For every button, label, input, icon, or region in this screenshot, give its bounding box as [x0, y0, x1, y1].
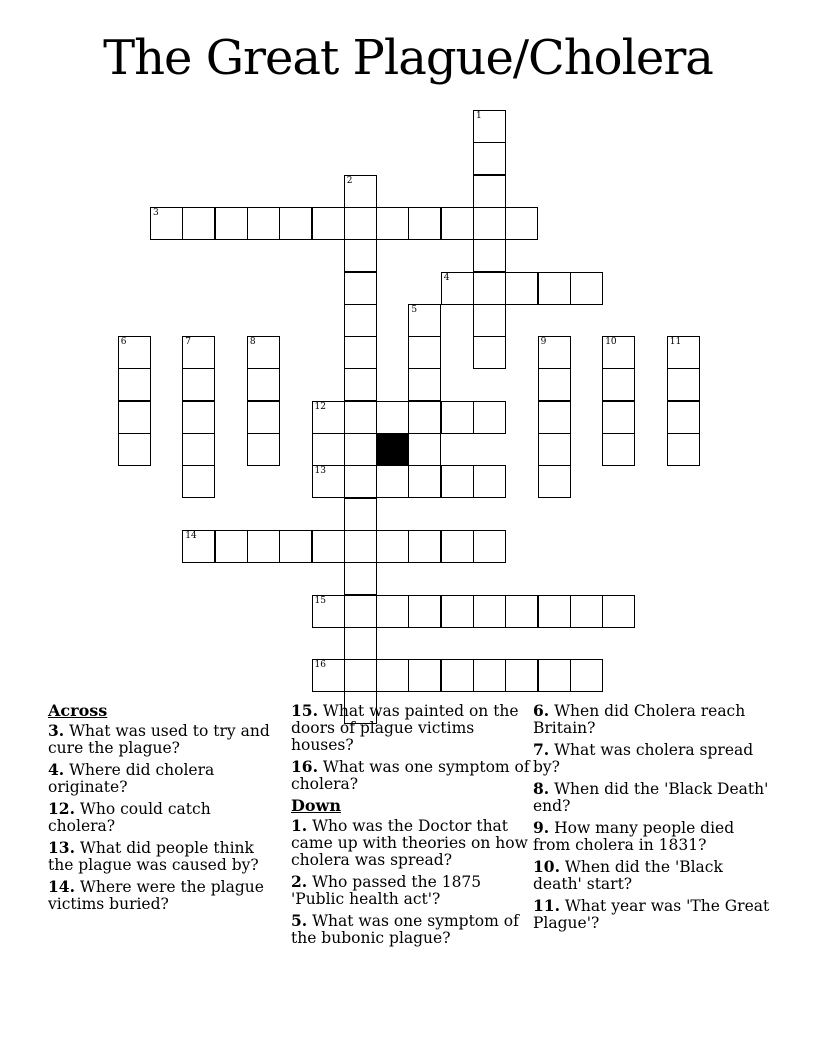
- grid-cell[interactable]: [279, 207, 312, 240]
- grid-cell[interactable]: [570, 659, 603, 692]
- grid-cell[interactable]: [312, 595, 345, 628]
- grid-cell[interactable]: [247, 530, 280, 563]
- grid-cell[interactable]: [376, 595, 409, 628]
- grid-cell[interactable]: [602, 336, 635, 369]
- clue-number: 7: [185, 337, 192, 348]
- grid-cell[interactable]: [247, 368, 280, 401]
- clue-across-14: 14. Where were the plague victims buried?: [48, 877, 264, 913]
- grid-cell[interactable]: [376, 207, 409, 240]
- grid-cell[interactable]: [473, 239, 506, 272]
- grid-block: [376, 433, 409, 466]
- clue-across-16: 16. What was one symptom of cholera?: [291, 757, 530, 793]
- grid-cell[interactable]: [344, 627, 377, 660]
- grid-cell[interactable]: [473, 465, 506, 498]
- grid-cell[interactable]: [344, 465, 377, 498]
- grid-cell[interactable]: [441, 530, 474, 563]
- grid-cell[interactable]: [667, 401, 700, 434]
- grid-cell[interactable]: [344, 595, 377, 628]
- clue-number: 4: [443, 272, 450, 283]
- grid-cell[interactable]: [441, 401, 474, 434]
- grid-cell[interactable]: [344, 659, 377, 692]
- grid-cell[interactable]: [118, 368, 151, 401]
- grid-cell[interactable]: [344, 336, 377, 369]
- grid-cell[interactable]: [182, 530, 215, 563]
- clue-number: 12: [314, 401, 326, 412]
- grid-cell[interactable]: [505, 272, 538, 305]
- grid-cell[interactable]: [376, 659, 409, 692]
- grid-cell[interactable]: [247, 433, 280, 466]
- clue-down-7: 7. What was cholera spread by?: [533, 740, 754, 776]
- clue-number: 16: [314, 660, 326, 671]
- clue-number: 9: [540, 337, 547, 348]
- grid-cell[interactable]: [441, 207, 474, 240]
- grid-cell[interactable]: [344, 498, 377, 531]
- grid-cell[interactable]: [570, 595, 603, 628]
- grid-cell[interactable]: [376, 401, 409, 434]
- clue-down-11: 11. What year was 'The Great Plague'?: [533, 896, 770, 932]
- grid-cell[interactable]: [602, 401, 635, 434]
- grid-cell[interactable]: [473, 530, 506, 563]
- grid-cell[interactable]: [538, 368, 571, 401]
- grid-cell[interactable]: [247, 336, 280, 369]
- grid-cell[interactable]: [505, 595, 538, 628]
- grid-cell[interactable]: [602, 433, 635, 466]
- grid-cell[interactable]: [279, 530, 312, 563]
- grid-cell[interactable]: [408, 207, 441, 240]
- grid-cell[interactable]: [344, 272, 377, 305]
- grid-cell[interactable]: [473, 175, 506, 208]
- grid-cell[interactable]: [505, 207, 538, 240]
- grid-cell[interactable]: [215, 530, 248, 563]
- grid-cell[interactable]: [247, 401, 280, 434]
- grid-cell[interactable]: [408, 368, 441, 401]
- grid-cell[interactable]: [182, 336, 215, 369]
- grid-cell[interactable]: [312, 207, 345, 240]
- grid-cell[interactable]: [215, 207, 248, 240]
- grid-cell[interactable]: [473, 142, 506, 175]
- clue-number: 1: [476, 111, 482, 121]
- grid-cell[interactable]: [344, 175, 377, 208]
- grid-cell[interactable]: [667, 336, 700, 369]
- clue-number: 2: [346, 175, 353, 186]
- clue-across-12: 12. Who could catch cholera?: [48, 799, 211, 835]
- grid-cell[interactable]: [182, 433, 215, 466]
- clue-number: 6: [120, 337, 127, 348]
- grid-cell[interactable]: [408, 530, 441, 563]
- clue-down-2: 2. Who passed the 1875 'Public health act'?: [291, 872, 482, 908]
- grid-cell[interactable]: [667, 433, 700, 466]
- grid-cell[interactable]: [182, 465, 215, 498]
- clue-across-4: 4. Where did cholera originate?: [48, 760, 215, 796]
- grid-cell[interactable]: [344, 530, 377, 563]
- grid-cell[interactable]: [538, 465, 571, 498]
- clue-number: 13: [314, 466, 326, 477]
- grid-cell[interactable]: [182, 401, 215, 434]
- grid-cell[interactable]: [538, 336, 571, 369]
- grid-cell[interactable]: [344, 401, 377, 434]
- grid-cell[interactable]: [473, 272, 506, 305]
- clue-number: 3: [153, 207, 159, 218]
- grid-cell[interactable]: [473, 304, 506, 337]
- grid-cell[interactable]: [408, 465, 441, 498]
- clues-column-1: [48, 702, 278, 917]
- clues-column-3: [533, 702, 773, 936]
- grid-cell[interactable]: [344, 433, 377, 466]
- grid-cell[interactable]: [408, 304, 441, 337]
- grid-cell[interactable]: [538, 401, 571, 434]
- clue-down-10: 10. When did the 'Black death' start?: [533, 857, 723, 893]
- grid-cell[interactable]: [570, 272, 603, 305]
- clue-down-8: 8. When did the 'Black Death' end?: [533, 779, 769, 815]
- grid-cell[interactable]: [441, 659, 474, 692]
- grid-cell[interactable]: [667, 368, 700, 401]
- grid-cell[interactable]: [182, 368, 215, 401]
- grid-cell[interactable]: [344, 207, 377, 240]
- grid-cell[interactable]: [344, 239, 377, 272]
- clue-number: 5: [411, 304, 418, 315]
- grid-cell[interactable]: [505, 659, 538, 692]
- grid-cell[interactable]: [408, 659, 441, 692]
- grid-cell[interactable]: [538, 272, 571, 305]
- clue-down-9: 9. How many people died from cholera in 1831?: [533, 818, 735, 854]
- grid-cell[interactable]: [538, 659, 571, 692]
- grid-cell[interactable]: [602, 368, 635, 401]
- grid-cell[interactable]: [150, 207, 183, 240]
- grid-cell[interactable]: [118, 336, 151, 369]
- grid-cell[interactable]: [473, 207, 506, 240]
- grid-cell[interactable]: [602, 595, 635, 628]
- grid-cell[interactable]: [441, 595, 474, 628]
- clue-down-6: 6. When did Cholera reach Britain?: [533, 701, 746, 737]
- grid-cell[interactable]: [344, 304, 377, 337]
- grid-cell[interactable]: [344, 562, 377, 595]
- clue-across-3: 3. What was used to try and cure the plague?: [48, 721, 270, 757]
- grid-cell[interactable]: [312, 465, 345, 498]
- clue-across-13: 13. What did people think the plague was caused by?: [48, 838, 259, 874]
- grid-cell[interactable]: [408, 336, 441, 369]
- grid-cell[interactable]: [441, 465, 474, 498]
- grid-cell[interactable]: [344, 368, 377, 401]
- grid-cell[interactable]: [538, 433, 571, 466]
- clue-down-5: 5. What was one symptom of the bubonic plague?: [291, 911, 519, 947]
- grid-cell[interactable]: [538, 595, 571, 628]
- grid-cell[interactable]: [473, 401, 506, 434]
- clue-number: 10: [605, 337, 617, 348]
- down-heading: Down: [291, 796, 341, 815]
- grid-cell[interactable]: [312, 530, 345, 563]
- grid-cell[interactable]: [118, 433, 151, 466]
- grid-cell[interactable]: [473, 336, 506, 369]
- grid-cell[interactable]: [441, 272, 474, 305]
- grid-cell[interactable]: [182, 207, 215, 240]
- grid-cell[interactable]: [118, 401, 151, 434]
- page-title: The Great Plague/Cholera: [103, 30, 713, 86]
- grid-cell[interactable]: [312, 433, 345, 466]
- clue-number: 11: [669, 337, 682, 348]
- grid-cell[interactable]: [376, 465, 409, 498]
- grid-cell[interactable]: [473, 659, 506, 692]
- across-heading: Across: [48, 701, 108, 720]
- grid-cell[interactable]: [312, 401, 345, 434]
- grid-cell[interactable]: [247, 207, 280, 240]
- grid-cell[interactable]: [473, 110, 506, 143]
- grid-cell[interactable]: [473, 595, 506, 628]
- grid-cell[interactable]: [408, 401, 441, 434]
- clue-down-1: 1. Who was the Doctor that came up with theories on how cholera was spread?: [291, 816, 528, 869]
- grid-cell[interactable]: [408, 595, 441, 628]
- clue-number: 15: [314, 595, 326, 606]
- grid-cell[interactable]: [376, 530, 409, 563]
- grid-cell[interactable]: [408, 433, 441, 466]
- clue-number: 14: [185, 530, 197, 541]
- clues-column-2: [291, 702, 531, 951]
- clue-number: 8: [249, 337, 256, 348]
- clue-across-15: 15. What was painted on the doors of plague victims houses?: [291, 701, 519, 754]
- grid-cell[interactable]: [312, 659, 345, 692]
